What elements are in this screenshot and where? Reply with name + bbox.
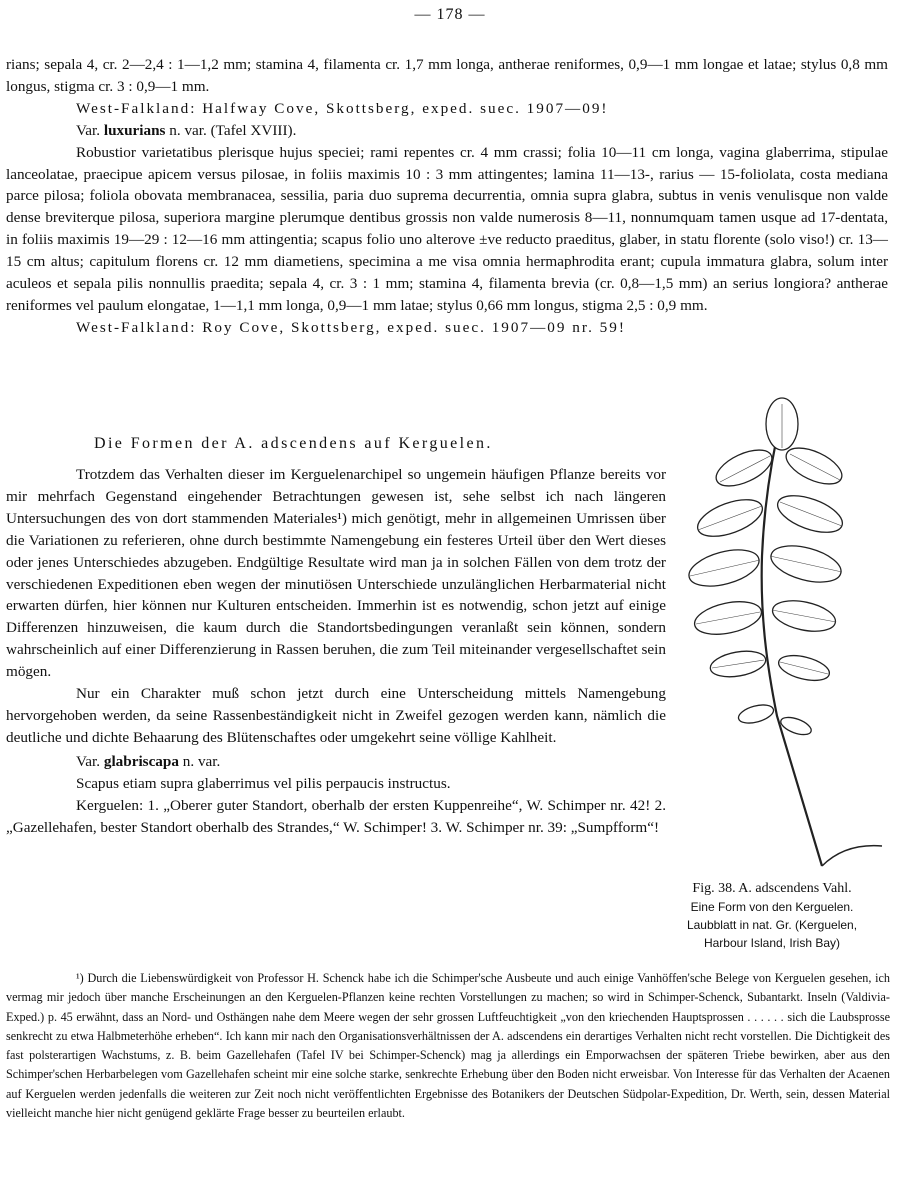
top-text-block (6, 54, 888, 339)
var2-name: glabriscapa (103, 752, 179, 770)
footnote-text: ¹) Durch die Liebenswürdigkeit von Professor H. Schenck habe ich die Schimper'sche Ausbeute und auch einige Vanhöffen'sche Belege von Kerguelen gesehen, ich vermag mir jedoch über manche Erscheinungen an den Kerguelen-Pflanzen keine rechten Vorstellungen zu machen; so wird in Schimper-Schenck, Subantarkt. Inseln (Valdivia-Exped.) p. 45 erwähnt, dass an Nord- und Osthängen nahe dem Meere wegen der sehr grossen Luftfeuchtigkeit „von den kriechenden Hauptsprossen . . . . . . sich die Laubsprosse senkrecht zu etwa Halbmeterhöhe erheben“. Ich kann mir nach den Organisationsverhältnissen der A. adscendens ein derartiges Verhalten nicht recht vorstellen. Die Dichtigkeit des fast polsterartigen Wachstums, z. B. beim Gazellehafen (Tafel IV bei Schimper-Schenck) mag ja allerdings ein Emporwachsen der späteren Triebe bewirken, aber aus den Schimper'schen Herbarbelegen vom Gazellehafen scheint mir eine solche starke, senkrechte Erhebung über den Boden nicht erweisbar. Von Interesse für das Verhalten der Acaenen auf Kerguelen werden jedenfalls die weiteren zur Zeit noch nicht veröffentlichten Ergebnisse des Botanikers der Deutschen Südpolar-Expedition, Dr. Werth, sein, dessen Material vielleicht manche hier nicht genügend geklärte Frage besser zu beurteilen erlaubt. (6, 971, 890, 1121)
section-body (6, 464, 666, 838)
leaflet-left-6 (737, 702, 776, 727)
continuation-paragraph: rians; sepala 4, cr. 2—2,4 : 1—1,2 mm; stamina 4, filamenta cr. 1,7 mm longa, antherae reniformes, 0,9—1 mm longae et latae; stylus 0,8 mm longus, stigma cr. 3 : 0,9—1 mm. (6, 56, 888, 95)
leaf-rachis (762, 414, 822, 866)
leaflet-right-1 (781, 441, 847, 492)
var2-label: Var. (76, 752, 101, 770)
var-glabriscapa-localities: Kerguelen: 1. „Oberer guter Standort, oberhalb der ersten Kuppenreihe“, W. Schimper nr. 42! 2. „Gazellehafen, bester Standort oberhalb des Strandes,“ W. Schimper! 3. W. Schimper nr. 39: „Sumpfform“! (6, 796, 666, 836)
leaf-stipule (822, 846, 882, 866)
page-number: — 178 — (414, 6, 486, 23)
var-label: Var. (76, 121, 101, 139)
locality-line-roy-cove: West-Falkland: Roy Cove, Skottsberg, exped. suec. 1907—09 nr. 59! (76, 318, 626, 336)
figure-caption-line-3: Harbour Island, Irish Bay) (703, 936, 841, 950)
figure-title: Fig. 38. A. adscendens Vahl. (692, 881, 852, 896)
locality-line-halfway-cove: West-Falkland: Halfway Cove, Skottsberg, exped. suec. 1907—09! (76, 99, 609, 117)
var-name: luxurians (103, 121, 166, 139)
var-luxurians-heading (6, 120, 888, 142)
leaflet-left-1 (711, 443, 777, 494)
leaflet-right-2 (773, 488, 847, 539)
section-paragraph-2: Nur ein Charakter muß schon jetzt durch eine Unterscheidung mittels Namengebung hervorgehoben werden, da seine Rassenbeständigkeit nicht in Zweifel gezogen werden kann, nämlich die deutliche und dichte Behaarung des Blütenschaftes oder umgekehrt seine völlige Kahlheit. (6, 685, 666, 746)
var-glabriscapa-description: Scapus etiam supra glaberrimus vel pilis perpaucis instructus. (76, 774, 451, 792)
leaf-illustration (672, 396, 892, 876)
figure-caption-line-1: Eine Form von den Kerguelen. (690, 900, 854, 914)
section-heading: Die Formen der A. adscendens auf Kerguelen. (94, 435, 493, 452)
var-glabriscapa-heading (6, 751, 666, 773)
footnote (6, 969, 890, 1123)
var-luxurians-description: Robustior varietatibus plerisque hujus speciei; rami repentes cr. 4 mm crassi; folia 10—11 cm longa, vagina glaberrima, stipulae lanceolatae, praecipue apicem versus pilosae, in foliis maximis 10 : 3 mm attingentes; lamina 11—13-, rarius — 15-foliolata, costa mediana parce pilosa; foliola obovata membranacea, sessilia, paria duo suprema decurrentia, omnia supra glabra, subtus in venis venulisque non valde dense breviterque pilosa, superiora margine plerumque dentibus grossis non valde numerosis 8—11, nonnumquam tamen usque ad 17-dentata, in foliis maximis 19—29 : 12—16 mm attingentia; scapus folio uno alterove ±ve reducto praeditus, glaber, in statu florente (solo viso!) cr. 13—15 cm altus; capitulum florens cr. 12 mm diametiens, specimina a me visa omnia hermaphrodita erant; cupula immatura glabra, solum inter aculeos et sepala pilis nonnullis praedita; sepala 4, cr. 3 : 1 mm; stamina 4, filamenta brevia (cr. 0,8—1,5 mm) an serius longiora? antherae reniformes vel paulum elongatae, 1—1,1 mm longa, 0,9—1 mm latae; stylus 0,66 mm longus, stigma 2,5 : 0,9 mm. (6, 143, 888, 314)
var-suffix: n. var. (Tafel XVIII). (169, 121, 297, 139)
section-paragraph-1: Trotzdem das Verhalten dieser im Kerguelenarchipel so ungemein häufigen Pflanze bereits vor mir mehrfach Gegenstand eingehender Betrachtungen gewesen ist, sehe selbst ich nach längeren Untersuchungen des von dort stammenden Materiales¹) mich genötigt, mehr in allgemeinen Umrissen über die Variationen zu referieren, ohne durch bestimmte Namengebung ein festeres Urteil über den Wert dieses oder jenes Unterschiedes abzugeben. Endgültige Resultate wird man ja in solchen Fällen von dem trotz der verschiedenen Expeditionen eben wegen der minutiösen Unterschiede unzulänglichen Herbarmaterial nicht erwarten dürfen, hier können nur Kulturen entscheiden. Immerhin ist es notwendig, schon jetzt auf einige Differenzen hinzuweisen, die kaum durch die Standortsbedingungen veranlaßt sein können, sondern wahrscheinlich auf einer Differenzierung in Rassen beruhen, die zum Teil miteinander vergesellschaftet sein mögen. (6, 466, 666, 681)
figure-caption (650, 880, 894, 952)
leaflet-right-6 (779, 714, 814, 738)
figure-caption-line-2: Laubblatt in nat. Gr. (Kerguelen, (686, 918, 858, 932)
var2-suffix: n. var. (182, 752, 221, 770)
